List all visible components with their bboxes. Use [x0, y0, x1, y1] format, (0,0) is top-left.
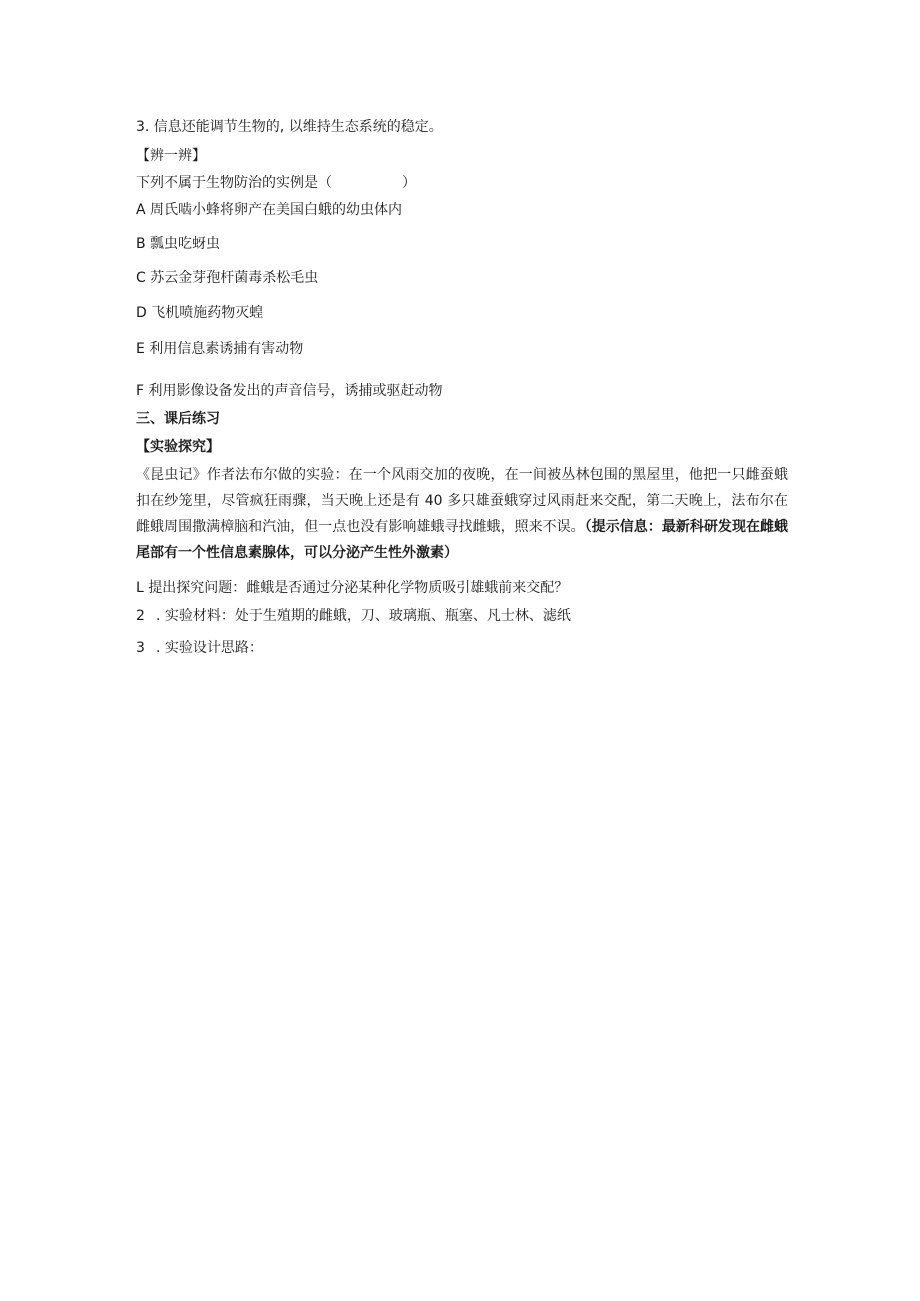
experiment-description: 《昆虫记》作者法布尔做的实验：在一个风雨交加的夜晚，在一间被丛林包围的黑屋里，他把一只雌蚕蛾扣在纱笼里，尽管疯狂雨骤，当天晚上还是有 40 多只雄蚕蛾穿过风雨赶来交配，第二天晚上，法布尔在雌蛾周围撒满樟脑和汽油，但一点也没有影响雄蛾寻找雌蛾，照来不误。 [136, 467, 788, 535]
heading-bianyibian: 【辨一辨】 [136, 148, 206, 164]
item-design [136, 638, 263, 658]
item-design-number: 3 [136, 640, 145, 656]
option-a: A 周氏啮小蜂将卵产在美国白蛾的幼虫体内 [136, 202, 403, 218]
option-f: F 利用影像设备发出的声音信号，诱捕或驱赶动物 [136, 383, 443, 399]
item-materials [136, 606, 571, 626]
item-materials-number: 2 [136, 608, 145, 624]
option-e: E 利用信息素诱捕有害动物 [136, 341, 304, 357]
experiment-paragraph [136, 462, 788, 566]
hint-text: （提示信息：最新科研发现在雌蛾尾部有一个性信息素腺体，可以分泌产生性外激素） [136, 519, 789, 561]
option-c: C 苏云金芽孢杆菌毒杀松毛虫 [136, 270, 319, 286]
heading-experiment-inquiry: 【实验探究】 [136, 439, 220, 455]
option-b: B 瓢虫吃蚜虫 [136, 236, 221, 252]
option-d: D 飞机喷施药物灭蝗 [136, 305, 264, 321]
question-text: 下列不属于生物防治的实例是（ ） [136, 175, 416, 191]
heading-after-class-practice: 三、课后练习 [136, 411, 220, 427]
line-info-regulation: 3. 信息还能调节生物的, 以维持生态系统的稳定。 [136, 119, 443, 135]
item-materials-text: . 实验材料：处于生殖期的雌蛾，刀、玻璃瓶、瓶塞、凡士林、滤纸 [156, 608, 571, 624]
item-research-question: L 提出探究问题：雌蛾是否通过分泌某种化学物质吸引雄蛾前来交配？ [136, 580, 569, 596]
item-design-text: . 实验设计思路： [156, 640, 263, 656]
